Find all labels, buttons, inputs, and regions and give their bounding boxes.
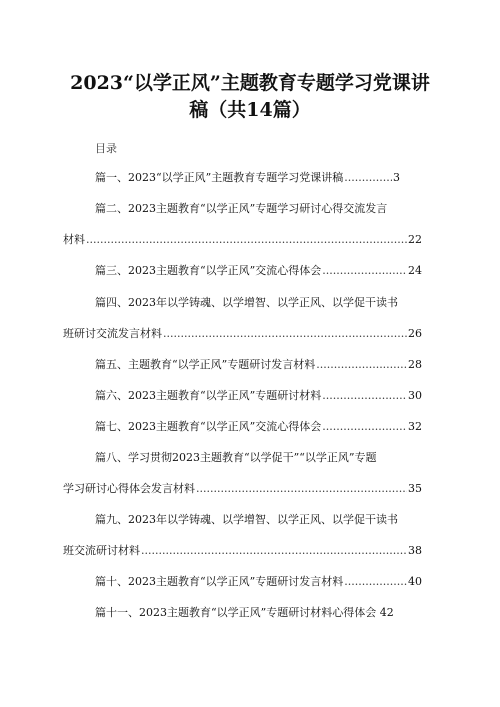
toc-entry-text: 篇七、2023主题教育“以学正风”交流心得体会 xyxy=(95,420,322,433)
toc-page-number: 26 xyxy=(408,327,422,340)
toc-page-number: 40 xyxy=(408,575,422,588)
toc-entry-2[interactable] xyxy=(95,202,387,216)
toc-entry-text-cont: 班研讨交流发言材料 xyxy=(63,327,162,340)
document-title xyxy=(0,70,500,124)
toc-page-number: 24 xyxy=(408,264,422,277)
toc-entry-4[interactable] xyxy=(95,296,398,310)
toc-entry-11[interactable] xyxy=(95,606,394,620)
toc-entry-5[interactable] xyxy=(95,358,422,372)
toc-entry-6[interactable] xyxy=(95,389,422,403)
toc-page-number: 22 xyxy=(408,233,422,246)
title-line-2: 稿（共14篇） xyxy=(189,99,311,121)
toc-entry-text: 篇六、2023主题教育“以学正风”专题研讨材料 xyxy=(95,389,322,402)
toc-leader-dots xyxy=(344,171,392,185)
toc-entry-8[interactable] xyxy=(95,451,377,465)
toc-entry-text: 篇十一、2023主题教育“以学正风”专题研讨材料心得体会 xyxy=(95,606,377,619)
title-line-1: 2023“以学正风”主题教育专题学习党课讲 xyxy=(70,72,430,94)
toc-leader-dots xyxy=(322,420,407,434)
toc-leader-dots xyxy=(344,575,407,589)
toc-entry-1[interactable] xyxy=(95,171,400,185)
toc-entry-4-cont[interactable] xyxy=(63,327,422,341)
toc-entry-8-cont[interactable] xyxy=(63,482,422,496)
toc-page-number: 35 xyxy=(408,482,422,495)
toc-entry-text-cont: 班交流研讨材料 xyxy=(63,544,140,557)
toc-entry-text: 篇三、2023主题教育“以学正风”交流心得体会 xyxy=(95,264,322,277)
toc-leader-dots xyxy=(196,482,407,496)
toc-leader-dots xyxy=(322,264,407,278)
toc-entry-text-cont: 材料 xyxy=(63,233,85,246)
toc-page-number: 32 xyxy=(408,420,422,433)
toc-page-number: 28 xyxy=(408,358,422,371)
toc-page-number: 38 xyxy=(408,544,422,557)
toc-page-number: 42 xyxy=(379,606,394,619)
toc-entry-7[interactable] xyxy=(95,420,422,434)
toc-entry-9-cont[interactable] xyxy=(63,544,422,558)
toc-leader-dots xyxy=(163,327,407,341)
toc-entry-9[interactable] xyxy=(95,513,398,527)
toc-page-number: 3 xyxy=(393,171,400,184)
toc-entry-text-cont: 学习研讨心得体会发言材料 xyxy=(63,482,195,495)
toc-leader-dots xyxy=(141,544,407,558)
toc-entry-text: 篇四、2023年以学铸魂、以学增智、以学正风、以学促干读书 xyxy=(95,296,398,309)
toc-entry-text: 篇二、2023主题教育“以学正风”专题学习研讨心得交流发言 xyxy=(95,202,388,215)
toc-page-number: 30 xyxy=(408,389,422,402)
toc-entry-text: 篇一、2023“以学正风”主题教育专题学习党课讲稿 xyxy=(95,171,344,184)
toc-leader-dots xyxy=(316,358,407,372)
toc-leader-dots xyxy=(86,233,407,247)
toc-entry-2-cont[interactable] xyxy=(63,233,422,247)
toc-entry-10[interactable] xyxy=(95,575,422,589)
toc-entry-text: 篇五、主题教育“以学正风”专题研讨发言材料 xyxy=(95,358,316,371)
toc-entry-text: 篇十、2023主题教育“以学正风”专题研讨发言材料 xyxy=(95,575,344,588)
toc-entry-text: 篇九、2023年以学铸魂、以学增智、以学正风、以学促干读书 xyxy=(95,513,398,526)
toc-label: 目录 xyxy=(95,142,117,155)
toc-leader-dots xyxy=(322,389,407,403)
toc-entry-text: 篇八、学习贯彻2023主题教育“以学促干”“以学正风”专题 xyxy=(95,451,377,464)
toc-entry-3[interactable] xyxy=(95,264,422,278)
